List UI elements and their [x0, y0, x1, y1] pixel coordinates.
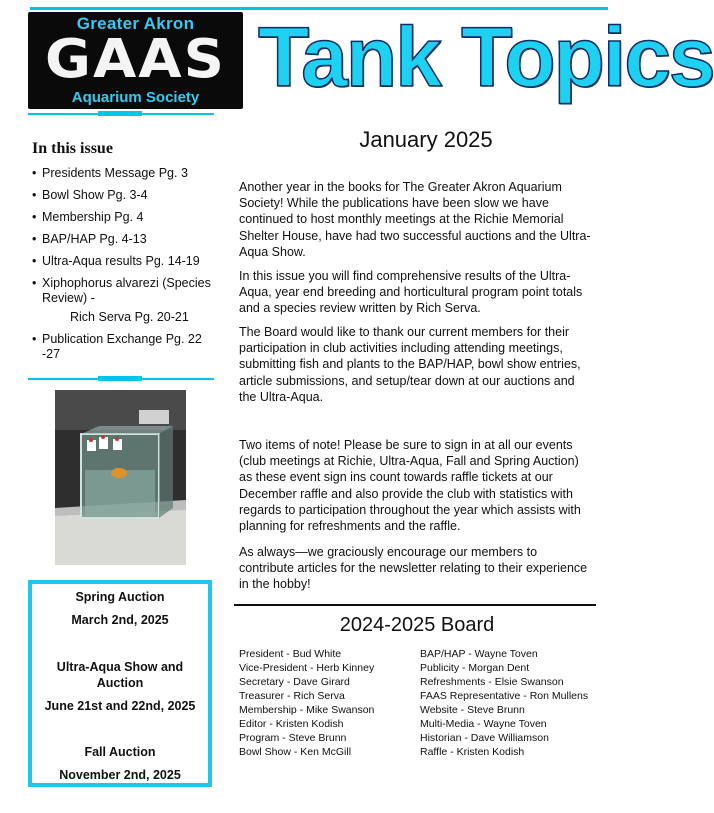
- aquarium-tank-photo: [55, 390, 186, 565]
- board-member: Multi-Media - Wayne Toven: [420, 718, 547, 730]
- contents-item: • Xiphophorus alvarezi (Species Review) -: [32, 276, 211, 305]
- board-list-right: [420, 647, 588, 759]
- contents-item: • Publication Exchange Pg. 22 -27: [32, 332, 202, 361]
- board-member: Refreshments - Elsie Swanson: [420, 676, 564, 688]
- board-member: Vice-President - Herb Kinney: [239, 662, 375, 674]
- board-member: Publicity - Morgan Dent: [420, 662, 530, 674]
- board-member: Raffle - Kristen Kodish: [420, 746, 525, 758]
- contents-item: Rich Serva Pg. 20-21: [70, 310, 189, 324]
- event-title-ultra-aqua: Ultra-Aqua Show and Auction: [56, 660, 184, 690]
- contents-item: • Presidents Message Pg. 3: [32, 166, 188, 180]
- event-title-spring-auction: Spring Auction: [75, 590, 165, 604]
- event-title-fall-auction: Fall Auction: [84, 745, 156, 759]
- board-member: Bowl Show - Ken McGill: [239, 746, 352, 758]
- board-member: Website - Steve Brunn: [420, 704, 525, 716]
- contents-item: • Membership Pg. 4: [32, 210, 144, 224]
- sidebar-rule-accent-top: [98, 111, 142, 116]
- board-member: Secretary - Dave Girard: [239, 676, 350, 688]
- gaas-logo: [28, 12, 243, 109]
- board-member: BAP/HAP - Wayne Toven: [420, 648, 538, 660]
- logo-main-text: GAAS: [45, 28, 226, 91]
- sidebar-rule-accent-bottom: [98, 376, 142, 381]
- event-date-spring-auction: March 2nd, 2025: [71, 613, 169, 627]
- board-member: Editor - Kristen Kodish: [239, 718, 344, 730]
- logo-bottom-text: Aquarium Society: [71, 89, 200, 106]
- contents-item: • BAP/HAP Pg. 4-13: [32, 232, 147, 246]
- board-member: FAAS Representative - Ron Mullens: [420, 690, 589, 702]
- newsletter-masthead: Tank Topics: [258, 10, 714, 104]
- issue-contents-list: [32, 166, 212, 369]
- board-member: Treasurer - Rich Serva: [239, 690, 345, 702]
- event-date-fall-auction: November 2nd, 2025: [59, 768, 181, 782]
- body-paragraph: Two items of note! Please be sure to sign in at all our events (club meetings at Richie, Ultra-Aqua, Fall and Spring Auction) as these event sign ins count towards raffle tickets at our December raffle and also provide the club with statistics with regards to participation throughout the year which assists with planning for refreshments and the raffle.: [239, 438, 581, 534]
- contents-item: • Bowl Show Pg. 3-4: [32, 188, 148, 202]
- board-title: 2024-2025 Board: [339, 614, 495, 636]
- board-list-left: [239, 647, 374, 759]
- board-member: Program - Steve Brunn: [239, 732, 347, 744]
- board-member: President - Bud White: [239, 648, 342, 660]
- issue-date-heading: January 2025: [359, 127, 493, 152]
- board-member: Historian - Dave Williamson: [420, 732, 549, 744]
- board-member: Membership - Mike Swanson: [239, 704, 375, 716]
- upcoming-events-box: [28, 580, 212, 787]
- body-paragraph: As always—we graciously encourage our members to contribute articles for the newsletter relating to their experience in the hobby!: [239, 545, 588, 592]
- contents-item: • Ultra-Aqua results Pg. 14-19: [32, 254, 200, 268]
- board-divider: [234, 604, 596, 606]
- body-paragraph: Another year in the books for The Greater Akron Aquarium Society! While the publications have been slow we have continued to host monthly meetings at the Richie Memorial Shelter House, have had two successful auctions and the Ultra-Aqua Show.: [239, 180, 591, 259]
- body-paragraph: The Board would like to thank our current members for their participation in club activities including attending meetings, submitting fish and plants to the BAP/HAP, bowl show entries, article submissions, and setup/tear down at our auctions and the Ultra-Aqua.: [239, 325, 581, 404]
- in-this-issue-title: In this issue: [32, 140, 113, 157]
- event-date-ultra-aqua: June 21st and 22nd, 2025: [44, 699, 196, 713]
- aquarium-tank-image: [55, 390, 186, 565]
- logo-top-text: Greater Akron: [76, 14, 195, 33]
- body-paragraph: In this issue you will find comprehensive results of the Ultra-Aqua, year end breeding and horticultural program point totals and a species review written by Rich Serva.: [239, 269, 583, 316]
